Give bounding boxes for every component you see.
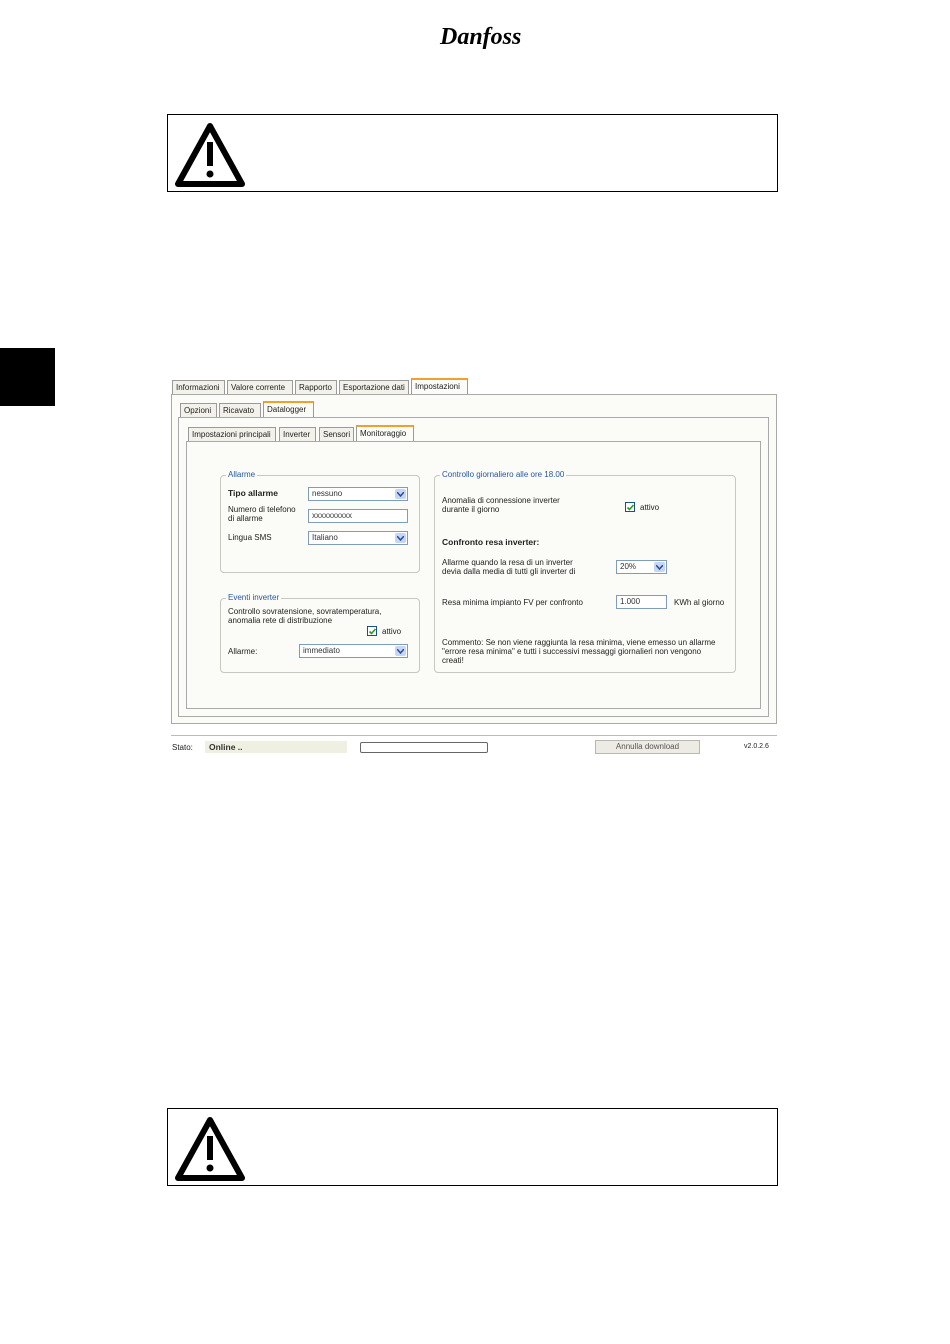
devia-label-1: Allarme quando la resa di un inverter (442, 558, 573, 567)
chevron-down-icon[interactable] (395, 646, 406, 656)
monitoraggio-panel (186, 441, 761, 709)
resa-minima-value: 1.000 (620, 597, 641, 606)
resa-minima-label: Resa minima impianto FV per confronto (442, 598, 583, 607)
tab-ricavato[interactable]: Ricavato (219, 403, 261, 417)
danfoss-logo (438, 14, 533, 56)
eventi-attivo-label: attivo (382, 627, 402, 636)
eventi-desc-1: Controllo sovratensione, sovratemperatura, (228, 607, 382, 616)
logo-text: Danfoss (440, 24, 522, 50)
tab-inverter[interactable]: Inverter (279, 427, 316, 441)
stato-value: Online .. (205, 741, 347, 753)
check-icon (368, 627, 377, 636)
chevron-down-icon[interactable] (395, 533, 406, 543)
chevron-down-icon[interactable] (654, 562, 665, 572)
devia-percent-value: 20% (620, 562, 637, 571)
phone-label-2: di allarme (228, 514, 263, 523)
warning-triangle-icon (172, 1114, 248, 1184)
eventi-allarme-value: immediato (303, 646, 340, 655)
tab-esportazione-dati[interactable]: Esportazione dati (339, 380, 409, 394)
controllo-giornaliero-group (434, 470, 736, 673)
controllo-attivo-label: attivo (640, 503, 660, 512)
phone-value: xxxxxxxxxx (312, 511, 352, 520)
tab-informazioni[interactable]: Informazioni (172, 380, 225, 394)
controllo-attivo-checkbox[interactable] (625, 502, 635, 512)
tab-opzioni[interactable]: Opzioni (180, 403, 217, 417)
tab-monitoraggio[interactable]: Monitoraggio (356, 425, 414, 441)
comment-line-1: Commento: Se non viene raggiunta la resa minima, viene emesso un allarme (442, 638, 716, 647)
app-window (171, 376, 777, 768)
controllo-legend: Controllo giornaliero alle ore 18.00 (442, 470, 565, 479)
tab-impostazioni[interactable]: Impostazioni (411, 378, 468, 394)
tipo-allarme-label: Tipo allarme (228, 488, 278, 498)
tab-datalogger[interactable]: Datalogger (263, 401, 314, 417)
devia-label-2: devia dalla media di tutti gli inverter di (442, 567, 576, 576)
eventi-legend: Eventi inverter (228, 593, 280, 602)
resa-unit-label: KWh al giorno (674, 598, 725, 607)
devia-percent-select[interactable] (616, 560, 667, 574)
phone-input[interactable] (308, 509, 408, 523)
warning-box-bottom (167, 1108, 778, 1186)
tab-rapporto[interactable]: Rapporto (295, 380, 337, 394)
phone-label-1: Numero di telefono (228, 505, 296, 514)
tab-sensori[interactable]: Sensori (319, 427, 354, 441)
lingua-sms-label: Lingua SMS (228, 533, 272, 542)
stato-label: Stato: (172, 743, 193, 752)
check-icon (626, 503, 635, 512)
tipo-allarme-select[interactable] (308, 487, 408, 501)
eventi-allarme-label: Allarme: (228, 647, 258, 656)
chevron-down-icon[interactable] (395, 489, 406, 499)
eventi-allarme-select[interactable] (299, 644, 408, 658)
chapter-tab-marker (0, 348, 55, 406)
resa-minima-input[interactable] (616, 595, 667, 609)
eventi-desc-2: anomalia rete di distribuzione (228, 616, 333, 625)
tipo-allarme-value: nessuno (312, 489, 343, 498)
allarme-legend: Allarme (228, 470, 256, 479)
tab-valore-corrente[interactable]: Valore corrente (227, 380, 293, 394)
allarme-group (220, 470, 420, 573)
version-label: v2.0.2.6 (744, 743, 769, 750)
lingua-sms-select[interactable] (308, 531, 408, 545)
warning-triangle-icon (172, 120, 248, 190)
confronto-heading: Confronto resa inverter: (442, 537, 540, 547)
status-divider (171, 735, 777, 736)
impostazioni-panel (171, 394, 777, 724)
eventi-attivo-checkbox[interactable] (367, 626, 377, 636)
warning-box-top (167, 114, 778, 192)
progress-bar (360, 742, 488, 753)
anomalia-label-1: Anomalia di connessione inverter (442, 496, 560, 505)
lingua-sms-value: Italiano (312, 533, 338, 542)
tab-impostazioni-principali[interactable]: Impostazioni principali (188, 427, 276, 441)
annulla-download-button[interactable]: Annulla download (595, 740, 700, 754)
datalogger-panel (178, 417, 769, 717)
anomalia-label-2: durante il giorno (442, 505, 500, 514)
eventi-inverter-group (220, 593, 420, 673)
comment-line-3: creati! (442, 656, 464, 665)
comment-line-2: "errore resa minima" e tutti i successivi messaggi giornalieri non vengono (442, 647, 702, 656)
